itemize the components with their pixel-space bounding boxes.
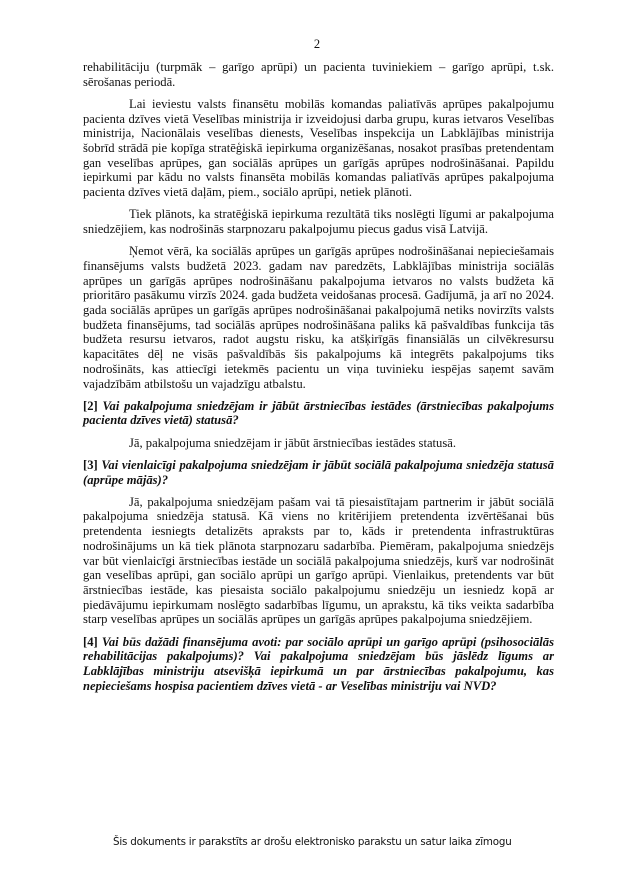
question-text: Vai būs dažādi finansējuma avoti: par sociālo aprūpi un garīgo aprūpi (psihosociālās rehabilitācijas pakalpojums)? Vai pakalpojuma sniedzējam būs jāslēdz līgums ar Labklājības ministriju atsevišķā iepirkumā un par ārstniecības pakalpojumu, kas nepieciešams hospisa pacientiem dzīves vietā - ar Veselības ministriju vai NVD? [83, 634, 554, 693]
question-paragraph [83, 458, 554, 487]
question-paragraph [83, 399, 554, 428]
body-paragraph: rehabilitāciju (turpmāk – garīgo aprūpi) un pacienta tuviniekiem – garīgo aprūpi, t.sk. sērošanas periodā. [83, 60, 554, 89]
body-paragraph: Jā, pakalpojuma sniedzējam pašam vai tā piesaistītajam partnerim ir jābūt sociālā pakalpojuma sniedzēja statusā. Kā viens no kritērijiem pretendenta izvērtēšanai būs pretendenta iesniegts detalizēts apraksts par to, kāds ir pretendenta infrastruktūras nodrošinājums un kā tiek plānota starpnozaru sadarbība. Piemēram, pakalpojuma sniedzējs var būt vienlaicīgi ārstniecības iestāde un sociālā pakalpojuma sniedzējs, kurš var nodrošināt gan veselības aprūpi, gan sociālo aprūpi un garīgo aprūpi. Vienlaikus, pretendents var būt ārstniecības iestāde, kas piesaista sociālo pakalpojumu sniedzēju un iesniedz kopā ar piedāvājumu iepirkumam noslēgto sadarbības līgumu, un aprakstu, kā tiks veikta sadarbība starp veselības aprūpes un sociālās aprūpes un garīgās aprūpes pakalpojuma sniedzējiem. [83, 494, 554, 627]
body-paragraph: Tiek plānots, ka stratēģiskā iepirkuma rezultātā tiks noslēgti līgumi ar pakalpojuma sniedzējiem, kas nodrošinās starpnozaru pakalpojumu piecus gadus visā Latvijā. [83, 207, 554, 237]
page-number: 2 [313, 37, 321, 51]
question-paragraph [83, 635, 554, 694]
question-number: [4] [83, 634, 98, 649]
question-number: [2] [83, 398, 98, 413]
body-paragraph: Lai ieviestu valsts finansētu mobilās komandas paliatīvās aprūpes pakalpojumu pacienta dzīves vietā Veselības ministrija ir izveidojusi darba grupu, kuras ietvaros Veselības ministrija, Nacionālais veselības dienests, Veselības inspekcija un Labklājības ministrija šobrīd strādā pie kopīga stratēģiskā iepirkuma organizēšanas, nosakot prasības pretendentam gan veselības aprūpes, gan sociālās aprūpes un garīgās aprūpes nodrošināšanai. Papildu iepirkumi par kādu no valsts finansēta mobilās komandas paliatīvās aprūpes pakalpojuma pacienta dzīves vietā daļām, piem., sociālo aprūpi, netiek plānoti. [83, 96, 554, 200]
question-text: Vai pakalpojuma sniedzējam ir jābūt ārstniecības iestādes (ārstniecības pakalpojums pacienta dzīves vietā) statusā? [83, 398, 555, 428]
signature-footer: Šis dokuments ir parakstīts ar drošu elektronisko parakstu un satur laika zīmogu [113, 836, 512, 848]
question-text: Vai vienlaicīgi pakalpojuma sniedzējam ir jābūt sociālā pakalpojuma sniedzēja statusā (aprūpe mājās)? [83, 457, 554, 487]
body-paragraph: Ņemot vērā, ka sociālās aprūpes un garīgās aprūpes nodrošināšanai nepieciešamais finansējums valsts budžetā 2023. gadam nav paredzēts, Labklājības ministrija sociālās aprūpes un garīgās aprūpes nodrošināšanu pakalpojuma ietvaros no valsts budžeta kā prioritāro pasākumu virzīs 2024. gada budžeta veidošanas procesā. Gadījumā, ja arī no 2024. gada sociālās aprūpes un garīgās aprūpes nodrošināšanai pakalpojumā netiks novirzīts valsts budžeta finansējums, tad sociālās aprūpes nodrošināšana paliks kā pašvaldības funkcija tās budžeta resursu ietvaros, radot augstu risku, ka atšķirīgās finansiālās un cilvēkresursu kapacitātes dēļ ne visās pašvaldībās šis pakalpojums kā integrēts pakalpojums tiks nodrošināts, kas attiecīgi ietekmēs pacientu un viņa tuvinieku iespējas saņemt savām vajadzībām atbilstošu un vajadzīgu atbalstu. [83, 244, 554, 391]
question-number: [3] [83, 457, 98, 472]
document-body [83, 60, 554, 701]
body-paragraph: Jā, pakalpojuma sniedzējam ir jābūt ārstniecības iestādes statusā. [129, 435, 456, 450]
